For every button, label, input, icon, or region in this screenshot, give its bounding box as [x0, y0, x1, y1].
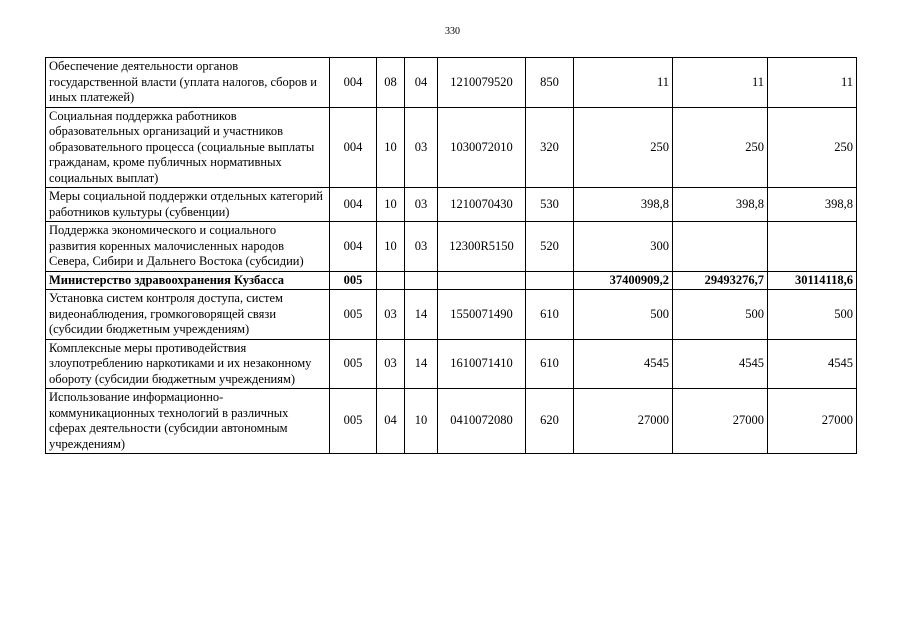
subsection-code: 14 [405, 290, 438, 340]
amount-year-1: 300 [574, 222, 673, 272]
expense-type-code [526, 271, 574, 290]
amount-year-2 [673, 222, 768, 272]
row-name: Обеспечение деятельности органов государственной власти (уплата налогов, сборов и иных платежей) [46, 58, 330, 108]
ministry-code: 005 [330, 271, 377, 290]
subsection-code [405, 271, 438, 290]
row-name: Министерство здравоохранения Кузбасса [46, 271, 330, 290]
amount-year-3 [768, 222, 857, 272]
amount-year-3: 398,8 [768, 188, 857, 222]
target-article-code: 1210070430 [438, 188, 526, 222]
amount-year-1: 11 [574, 58, 673, 108]
row-name: Социальная поддержка работников образовательных организаций и участников образовательного процесса (социальные выплаты гражданам, кроме публичных нормативных социальных выплат) [46, 107, 330, 188]
expense-type-code: 610 [526, 290, 574, 340]
subsection-code: 10 [405, 389, 438, 454]
expense-type-code: 610 [526, 339, 574, 389]
amount-year-1: 398,8 [574, 188, 673, 222]
target-article-code: 1210079520 [438, 58, 526, 108]
budget-table [45, 57, 857, 454]
ministry-code: 005 [330, 339, 377, 389]
target-article-code: 1030072010 [438, 107, 526, 188]
expense-type-code: 850 [526, 58, 574, 108]
row-name: Использование информационно-коммуникационных технологий в различных сферах деятельности (субсидии автономным учреждениям) [46, 389, 330, 454]
ministry-code: 004 [330, 107, 377, 188]
amount-year-2: 27000 [673, 389, 768, 454]
amount-year-2: 250 [673, 107, 768, 188]
ministry-code: 004 [330, 188, 377, 222]
ministry-code: 005 [330, 389, 377, 454]
table-row [46, 107, 857, 188]
table-row [46, 222, 857, 272]
table-row [46, 188, 857, 222]
subsection-code: 14 [405, 339, 438, 389]
section-code: 10 [377, 107, 405, 188]
section-code: 03 [377, 290, 405, 340]
expense-type-code: 320 [526, 107, 574, 188]
subsection-code: 04 [405, 58, 438, 108]
subsection-code: 03 [405, 107, 438, 188]
row-name: Установка систем контроля доступа, систем видеонаблюдения, громкоговорящей связи (субсидии бюджетным учреждениям) [46, 290, 330, 340]
table-row [46, 271, 857, 290]
section-code: 08 [377, 58, 405, 108]
amount-year-1: 37400909,2 [574, 271, 673, 290]
target-article-code: 1610071410 [438, 339, 526, 389]
target-article-code: 1550071490 [438, 290, 526, 340]
expense-type-code: 620 [526, 389, 574, 454]
amount-year-2: 29493276,7 [673, 271, 768, 290]
amount-year-3: 4545 [768, 339, 857, 389]
table-row [46, 290, 857, 340]
ministry-code: 004 [330, 58, 377, 108]
amount-year-1: 500 [574, 290, 673, 340]
amount-year-3: 250 [768, 107, 857, 188]
expense-type-code: 520 [526, 222, 574, 272]
amount-year-3: 30114118,6 [768, 271, 857, 290]
amount-year-2: 500 [673, 290, 768, 340]
section-code: 03 [377, 339, 405, 389]
target-article-code: 12300R5150 [438, 222, 526, 272]
target-article-code: 0410072080 [438, 389, 526, 454]
row-name: Поддержка экономического и социального развития коренных малочисленных народов Севера, Сибири и Дальнего Востока (субсидии) [46, 222, 330, 272]
table-row [46, 389, 857, 454]
table-row [46, 339, 857, 389]
ministry-code: 004 [330, 222, 377, 272]
target-article-code [438, 271, 526, 290]
amount-year-1: 27000 [574, 389, 673, 454]
subsection-code: 03 [405, 188, 438, 222]
amount-year-1: 4545 [574, 339, 673, 389]
section-code [377, 271, 405, 290]
amount-year-2: 11 [673, 58, 768, 108]
subsection-code: 03 [405, 222, 438, 272]
amount-year-1: 250 [574, 107, 673, 188]
table-row [46, 58, 857, 108]
row-name: Комплексные меры противодействия злоупотреблению наркотиками и их незаконному обороту (субсидии бюджетным учреждениям) [46, 339, 330, 389]
amount-year-3: 11 [768, 58, 857, 108]
amount-year-3: 500 [768, 290, 857, 340]
page-number: 330 [445, 26, 460, 37]
table-body [46, 58, 857, 454]
row-name: Меры социальной поддержки отдельных категорий работников культуры (субвенции) [46, 188, 330, 222]
section-code: 04 [377, 389, 405, 454]
amount-year-2: 4545 [673, 339, 768, 389]
expense-type-code: 530 [526, 188, 574, 222]
section-code: 10 [377, 222, 405, 272]
ministry-code: 005 [330, 290, 377, 340]
amount-year-3: 27000 [768, 389, 857, 454]
section-code: 10 [377, 188, 405, 222]
amount-year-2: 398,8 [673, 188, 768, 222]
